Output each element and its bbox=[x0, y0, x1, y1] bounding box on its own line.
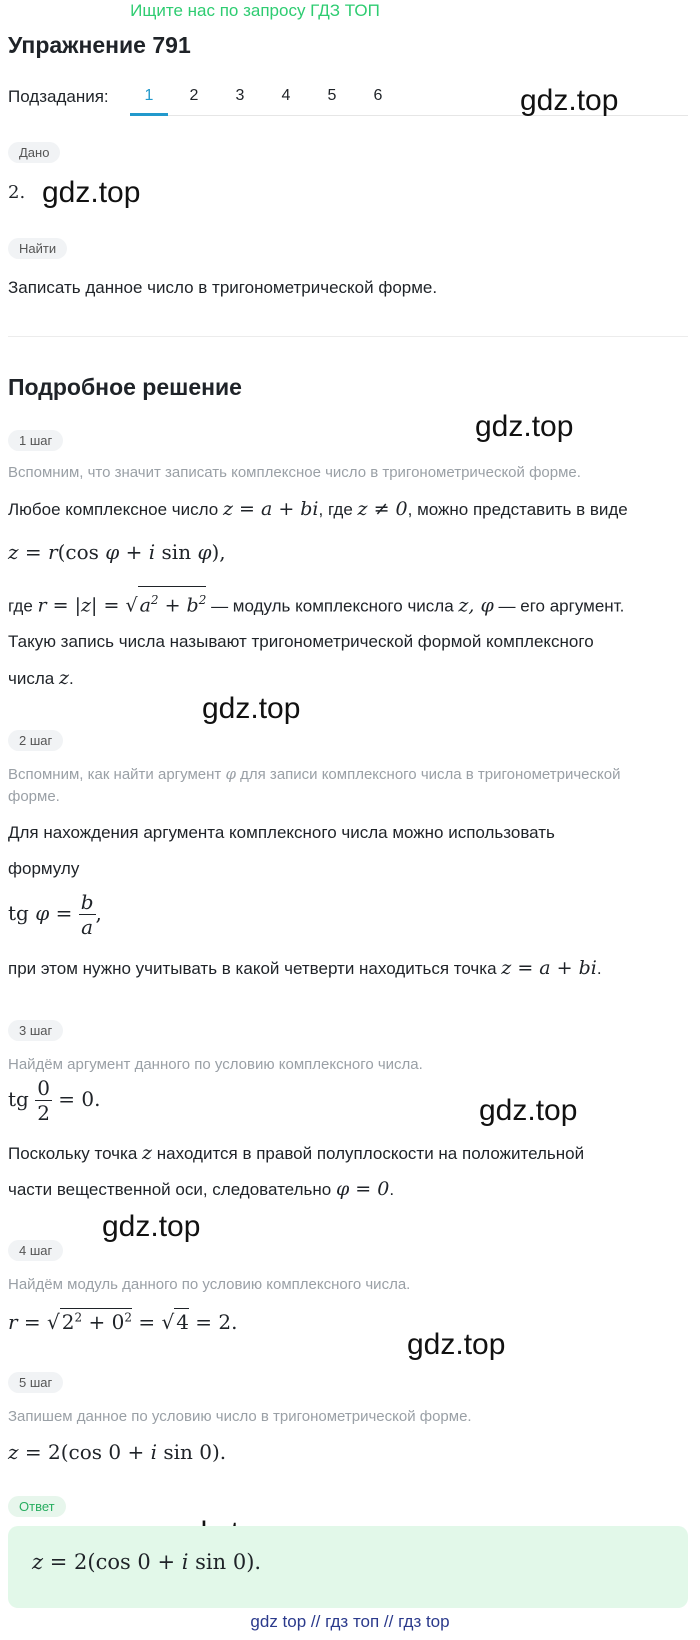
step-3-line-2: части вещественной оси, следовательно φ = 0. bbox=[8, 1178, 395, 1200]
step-1-formula: z = r(cos φ + i sin φ), bbox=[8, 540, 226, 564]
step-4-pill: 4 шаг bbox=[8, 1240, 63, 1261]
step-2-line-1: Для нахождения аргумента комплексного числа можно использовать bbox=[8, 823, 555, 842]
solution-title: Подробное решение bbox=[8, 374, 242, 400]
step-1-hint: Вспомним, что значит записать комплексное число в тригонометрической форме. bbox=[8, 464, 581, 481]
given-value: 2. bbox=[8, 182, 26, 203]
tab-subtask-2[interactable]: 2 bbox=[189, 87, 199, 104]
step-2-line-4: при этом нужно учитывать в какой четверти находиться точка z = a + bi. bbox=[8, 957, 602, 979]
step-5-formula: z = 2(cos 0 + i sin 0). bbox=[8, 1440, 227, 1464]
step-2-formula: tg φ = $\frac{b}{a}$ , bbox=[8, 890, 102, 939]
step-1-line-4: Такую запись числа называют тригонометрической формой комплексного bbox=[8, 632, 594, 651]
page-title: Упражнение 791 bbox=[8, 32, 191, 58]
watermark: gdz.top bbox=[475, 410, 574, 443]
step-3-pill: 3 шаг bbox=[8, 1020, 63, 1041]
footer-links[interactable]: gdz top // гдз топ // гдз top bbox=[250, 1612, 450, 1631]
find-pill: Найти bbox=[8, 238, 67, 259]
watermark: gdz.top bbox=[202, 692, 301, 725]
step-2-hint: Вспомним, как найти аргумент φ для записи комплексного числа в тригонометрической bbox=[8, 765, 621, 783]
step-1-pill: 1 шаг bbox=[8, 430, 63, 451]
tab-subtask-3[interactable]: 3 bbox=[235, 87, 245, 104]
watermark: gdz.top bbox=[102, 1210, 201, 1243]
answer-formula: z = 2(cos 0 + i sin 0). bbox=[32, 1550, 262, 1574]
watermark: gdz.top bbox=[479, 1094, 578, 1127]
step-4-formula: r = √ $2^2 + 0^2$ = √ 4 = 2. bbox=[8, 1310, 238, 1334]
tab-subtask-6[interactable]: 6 bbox=[373, 87, 383, 104]
step-3-hint: Найдём аргумент данного по условию комплексного числа. bbox=[8, 1056, 423, 1073]
step-2-hint-cont: форме. bbox=[8, 788, 60, 805]
tab-subtask-1[interactable]: 1 bbox=[144, 87, 154, 104]
watermark: gdz.top bbox=[520, 84, 619, 117]
step-1-line-5: числа z. bbox=[8, 667, 74, 689]
active-tab-indicator bbox=[130, 113, 168, 116]
tab-subtask-4[interactable]: 4 bbox=[281, 87, 291, 104]
search-banner: Ищите нас по запросу ГДЗ ТОП bbox=[130, 1, 380, 20]
tab-subtask-5[interactable]: 5 bbox=[327, 87, 337, 104]
step-3-formula: tg $\frac{0}{2}$ = 0. bbox=[8, 1076, 101, 1125]
step-1-line-3: где r = |z| = √ $a^2 + b^2$ — модуль комплексного числа z, φ — его аргумент. bbox=[8, 586, 624, 618]
step-1-line-1: Любое комплексное число z = a + bi, где z ≠ 0, можно представить в виде bbox=[8, 498, 628, 520]
step-5-hint: Запишем данное по условию число в тригонометрической форме. bbox=[8, 1408, 472, 1425]
watermark: gdz.top bbox=[407, 1328, 506, 1361]
answer-pill: Ответ bbox=[8, 1496, 66, 1517]
subtasks-label: Подзадания: bbox=[8, 87, 109, 106]
step-3-line-1: Поскольку точка z находится в правой полуплоскости на положительной bbox=[8, 1142, 585, 1164]
step-5-pill: 5 шаг bbox=[8, 1372, 63, 1393]
step-2-pill: 2 шаг bbox=[8, 730, 63, 751]
section-divider bbox=[8, 336, 688, 337]
watermark: gdz.top bbox=[42, 176, 141, 209]
given-pill: Дано bbox=[8, 142, 60, 163]
step-2-line-2: формулу bbox=[8, 859, 80, 878]
find-text: Записать данное число в тригонометрической форме. bbox=[8, 278, 438, 297]
step-4-hint: Найдём модуль данного по условию комплексного числа. bbox=[8, 1276, 411, 1293]
